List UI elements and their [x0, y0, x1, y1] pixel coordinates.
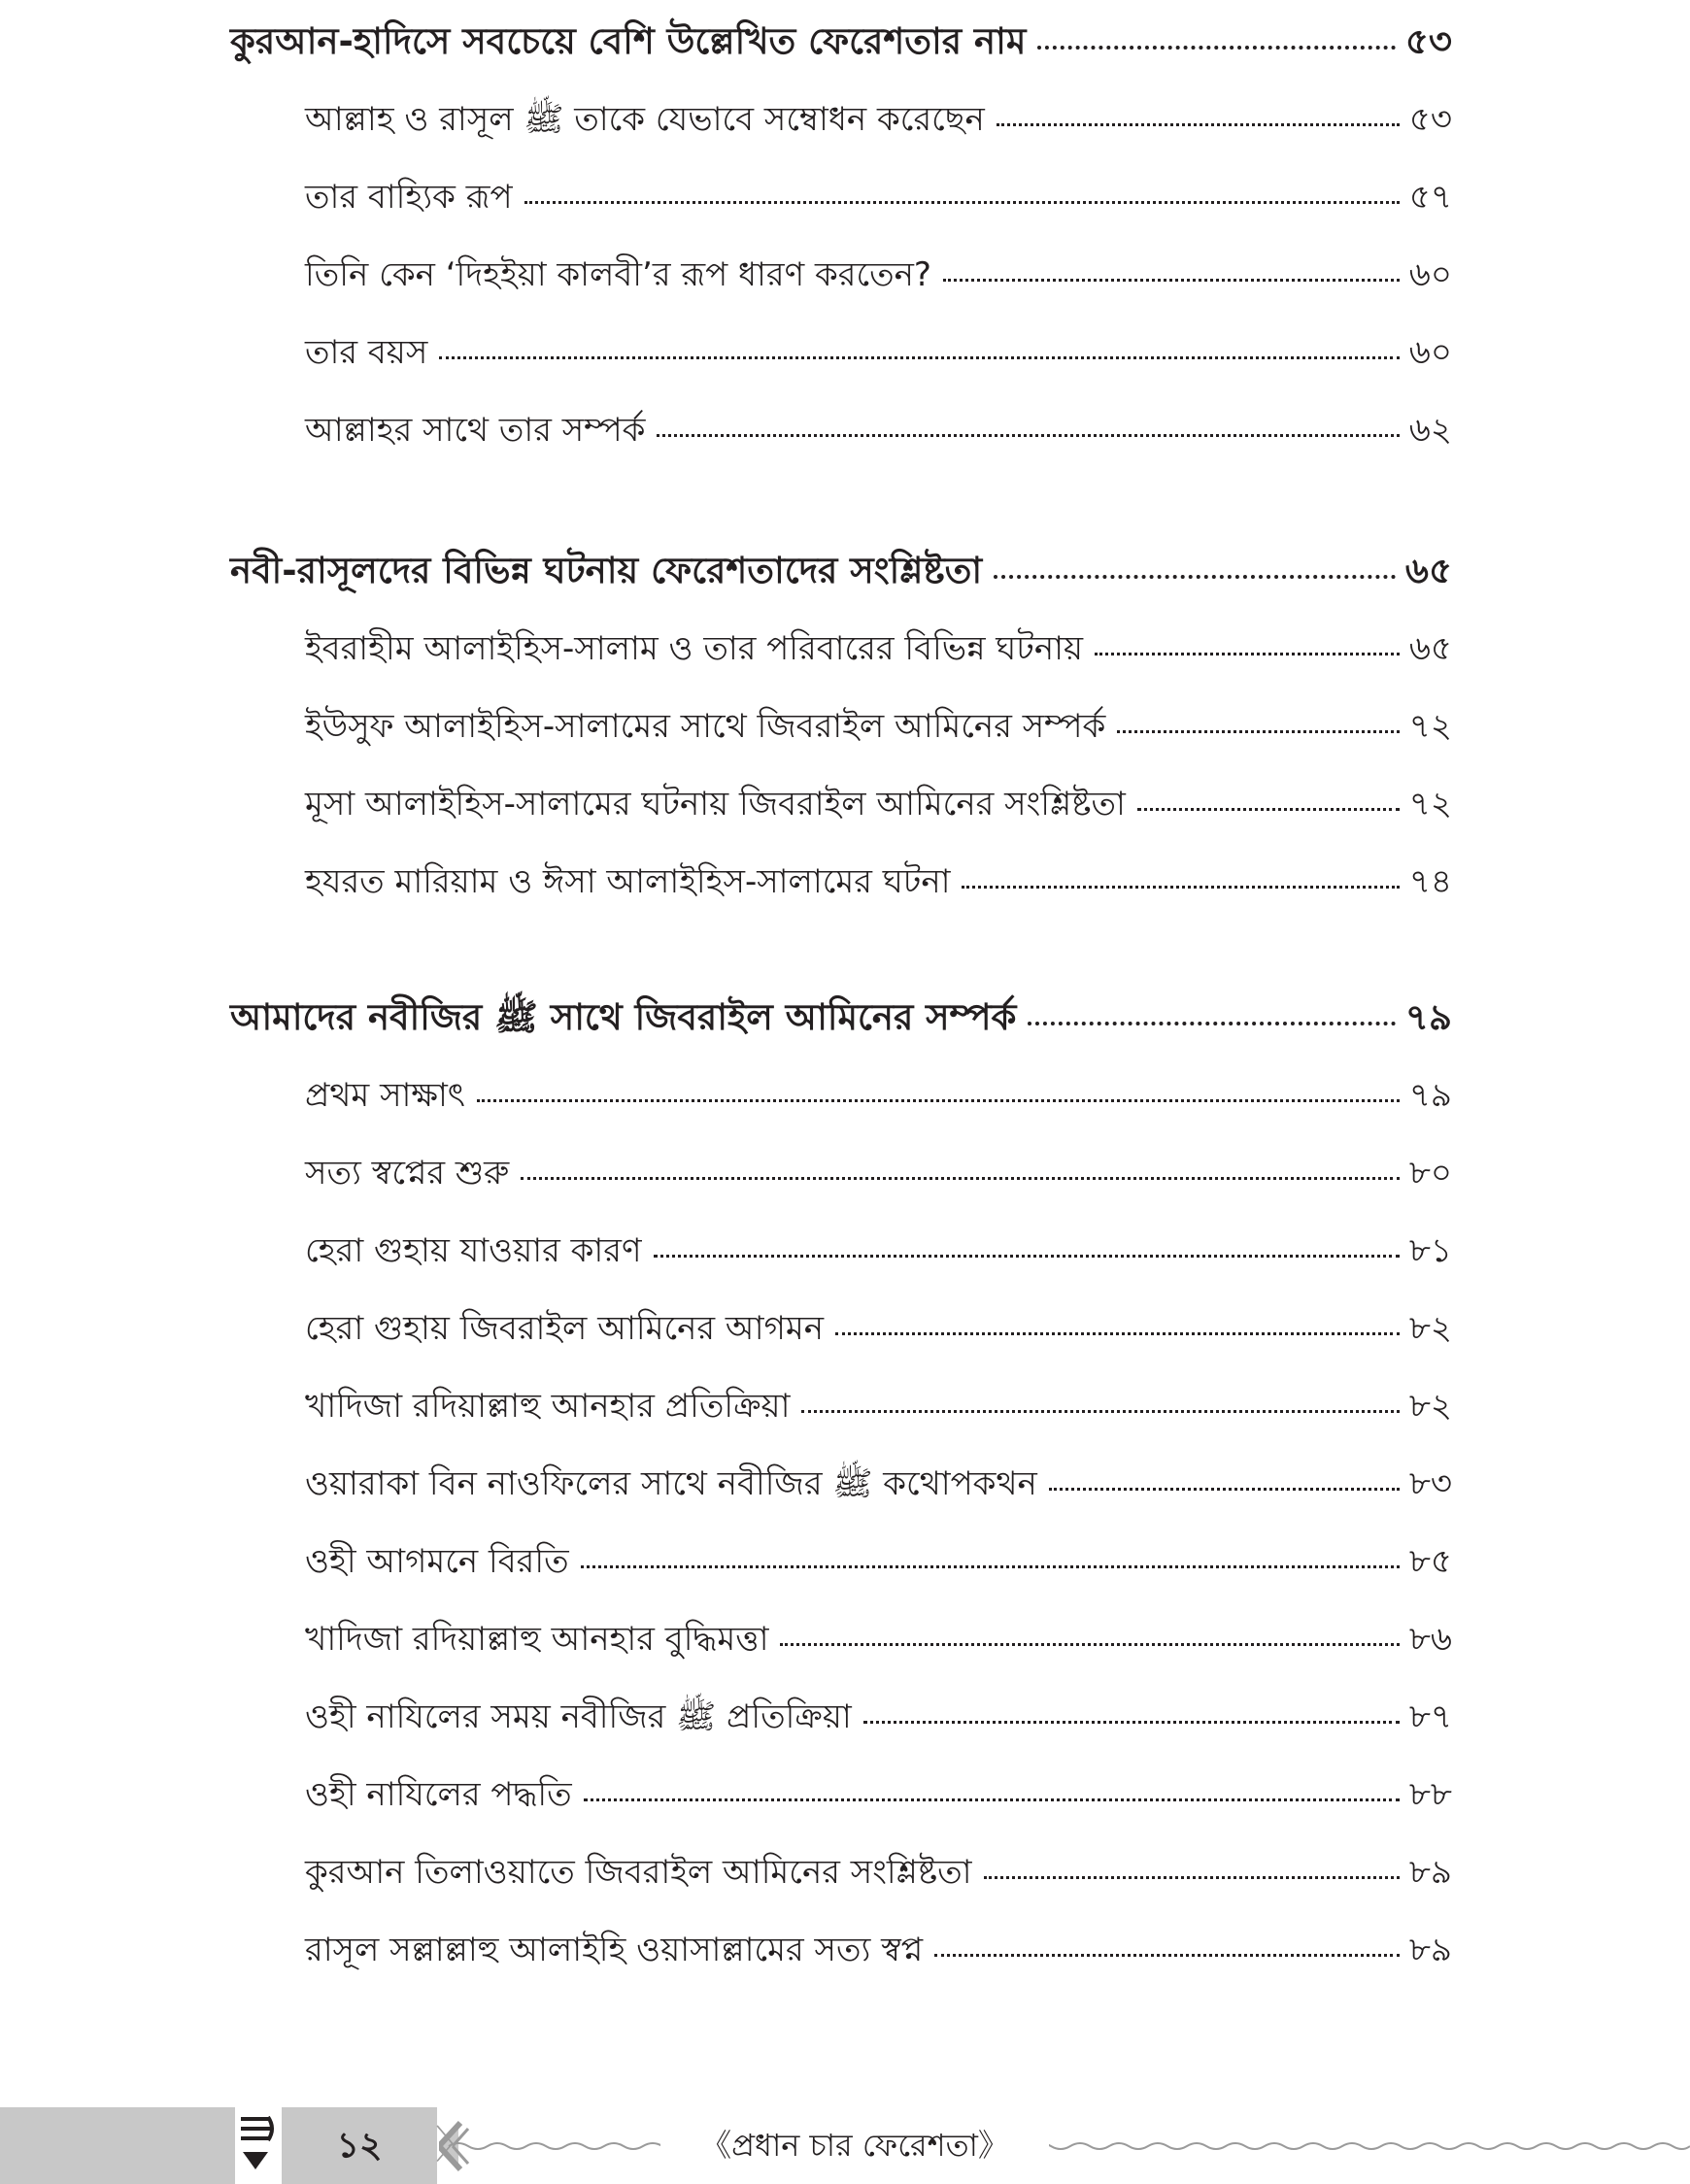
toc-entry-page: ৭২ — [1408, 707, 1452, 746]
toc-entry-page: ৮৩ — [1408, 1464, 1452, 1503]
toc-entry[interactable] — [230, 1290, 1452, 1367]
toc-heading[interactable] — [230, 979, 1452, 1057]
footer-ornament — [439, 2117, 1690, 2175]
toc-entry[interactable] — [230, 1833, 1452, 1911]
dot-leader — [584, 1772, 1400, 1805]
toc-entry[interactable] — [230, 314, 1452, 391]
toc-entry[interactable] — [230, 236, 1452, 314]
toc-entry[interactable] — [230, 1756, 1452, 1833]
toc-entry-page: ৭৯ — [1408, 1076, 1452, 1115]
toc-entry[interactable] — [230, 391, 1452, 469]
dot-leader — [934, 1928, 1400, 1961]
toc-entry-label: তার বয়স — [305, 333, 428, 372]
toc-entry-page: ৮৯ — [1408, 1931, 1452, 1969]
toc-heading-label: নবী-রাসূলদের বিভিন্ন ঘটনায় ফেরেশতাদের সংশ্লিষ্টতা — [230, 550, 983, 591]
toc-entry-page: ৮৬ — [1408, 1620, 1452, 1659]
toc-entry-label: ওহী নাযিলের পদ্ধতি — [305, 1775, 572, 1814]
toc-entry-page: ৮৯ — [1408, 1853, 1452, 1892]
toc-entry-page: ৬০ — [1408, 333, 1452, 372]
toc-section-1 — [230, 3, 1452, 469]
toc-entry-page: ৮৮ — [1408, 1775, 1452, 1814]
toc-entry-label: তার বাহ্যিক রূপ — [305, 178, 513, 217]
dot-leader — [1028, 993, 1396, 1029]
toc-heading-label: আমাদের নবীজির ﷺ সাথে জিবরাইল আমিনের সম্পর্ক — [230, 996, 1017, 1038]
dot-leader — [801, 1384, 1399, 1417]
toc-entry-label: কুরআন তিলাওয়াতে জিবরাইল আমিনের সংশ্লিষ্টতা — [305, 1853, 972, 1892]
page-chevron: 〉 — [435, 2123, 474, 2167]
toc-entry[interactable] — [230, 1600, 1452, 1678]
toc-section-3 — [230, 979, 1452, 1989]
dot-leader — [835, 1306, 1400, 1339]
toc-entry[interactable] — [230, 1212, 1452, 1290]
toc-heading-page: ৫৩ — [1404, 20, 1452, 62]
toc-entry-label: মূসা আলাইহিস-সালামের ঘটনায় জিবরাইল আমিনের সংশ্লিষ্টতা — [305, 785, 1126, 823]
toc-heading[interactable] — [230, 3, 1452, 81]
dot-leader — [439, 330, 1399, 363]
dot-leader — [962, 859, 1399, 892]
toc-entry[interactable] — [230, 765, 1452, 843]
dot-leader — [654, 1228, 1400, 1261]
toc-heading[interactable] — [230, 532, 1452, 610]
title-left-mark: 《 — [700, 2127, 732, 2164]
toc-entry-label: খাদিজা রদিয়াল্লাহু আনহার বুদ্ধিমত্তা — [305, 1620, 769, 1659]
dot-leader — [521, 1151, 1400, 1184]
toc-entry-label: প্রথম সাক্ষাৎ — [305, 1076, 465, 1115]
toc-entry[interactable] — [230, 158, 1452, 236]
toc-entry-page: ৮৭ — [1408, 1697, 1452, 1736]
toc-entry-page: ৮০ — [1408, 1154, 1452, 1193]
toc-entry-label: হেরা গুহায় জিবরাইল আমিনের আগমন — [305, 1309, 825, 1348]
dot-leader — [581, 1539, 1400, 1572]
toc-entry-label: ইউসুফ আলাইহিস-সালামের সাথে জিবরাইল আমিনের সম্পর্ক — [305, 707, 1106, 746]
toc-entry[interactable] — [230, 81, 1452, 158]
toc-entry[interactable] — [230, 1057, 1452, 1134]
toc-entry-page: ৫৭ — [1408, 178, 1452, 217]
toc-entry-label: আল্লাহর সাথে তার সম্পর্ক — [305, 411, 646, 450]
toc-entry-page: ৬৫ — [1408, 629, 1452, 668]
page-number: ১২ — [336, 2126, 383, 2166]
dot-leader — [1137, 782, 1400, 815]
toc-entry-label: তিনি কেন ‘দিহইয়া কালবী’র রূপ ধারণ করতেন? — [305, 255, 931, 294]
toc-entry-page: ৮৫ — [1408, 1542, 1452, 1581]
toc-entry-label: হেরা গুহায় যাওয়ার কারণ — [305, 1231, 642, 1270]
footer-band — [0, 2107, 235, 2184]
dot-leader — [1049, 1462, 1400, 1495]
toc-entry[interactable] — [230, 1523, 1452, 1600]
toc-entry[interactable] — [230, 1367, 1452, 1445]
book-title — [660, 2107, 1049, 2184]
toc-entry-page: ৮২ — [1408, 1387, 1452, 1426]
book-title-text: প্রধান চার ফেরেশতা — [731, 2127, 978, 2164]
dot-leader — [780, 1617, 1399, 1650]
dot-leader — [863, 1695, 1400, 1728]
toc-heading-label: কুরআন-হাদিসে সবচেয়ে বেশি উল্লেখিত ফেরেশতার নাম — [230, 20, 1027, 62]
toc-heading-page: ৬৫ — [1404, 550, 1452, 591]
toc-entry-page: ৮১ — [1408, 1231, 1452, 1270]
toc-entry[interactable] — [230, 1134, 1452, 1212]
dot-leader — [997, 97, 1400, 130]
toc-entry[interactable] — [230, 610, 1452, 688]
dot-leader — [657, 408, 1399, 441]
toc-entry-page: ৬২ — [1408, 411, 1452, 450]
toc-entry-page: ৭৪ — [1408, 862, 1452, 901]
toc-entry-label: হযরত মারিয়াম ও ঈসা আলাইহিস-সালামের ঘটনা — [305, 862, 951, 901]
toc-entry-label: ওহী আগমনে বিরতি — [305, 1542, 569, 1581]
toc-entry[interactable] — [230, 843, 1452, 921]
toc-entry[interactable] — [230, 1678, 1452, 1756]
dot-leader — [984, 1850, 1400, 1883]
page-footer — [0, 2107, 1690, 2184]
dot-leader — [1095, 626, 1400, 659]
toc-entry[interactable] — [230, 1911, 1452, 1989]
toc-entry-label: রাসূল সল্লাল্লাহু আলাইহি ওয়াসাল্লামের সত্য স্বপ্ন — [305, 1931, 924, 1969]
toc-entry-page: ৭২ — [1408, 785, 1452, 823]
toc-entry-label: ইবরাহীম আলাইহিস-সালাম ও তার পরিবারের বিভিন্ন ঘটনায় — [305, 629, 1084, 668]
toc-entry-page: ৮২ — [1408, 1309, 1452, 1348]
toc-entry-label: খাদিজা রদিয়াল্লাহু আনহার প্রতিক্রিয়া — [305, 1387, 791, 1426]
dot-leader — [943, 252, 1400, 286]
toc-entry-label: ওহী নাযিলের সময় নবীজির ﷺ প্রতিক্রিয়া — [305, 1697, 852, 1736]
dot-leader — [524, 175, 1400, 208]
toc-entry-label: আল্লাহ ও রাসূল ﷺ তাকে যেভাবে সম্বোধন করেছেন — [305, 100, 985, 139]
toc-entry[interactable] — [230, 1445, 1452, 1523]
dot-leader — [1117, 704, 1399, 737]
toc-entry-page: ৬০ — [1408, 255, 1452, 294]
title-right-mark: 》 — [977, 2127, 1009, 2164]
toc-entry-page: ৫৩ — [1408, 100, 1452, 139]
toc-entry-label: সত্য স্বপ্নের শুরু — [305, 1154, 510, 1193]
toc-heading-page: ৭৯ — [1404, 996, 1452, 1038]
dot-leader — [1037, 17, 1396, 53]
toc-entry[interactable] — [230, 688, 1452, 765]
menu-down-arrow-icon — [239, 2113, 276, 2177]
dot-leader — [994, 547, 1396, 583]
toc-section-2 — [230, 532, 1452, 921]
toc-entry-label: ওয়ারাকা বিন নাওফিলের সাথে নবীজির ﷺ কথোপকথন — [305, 1464, 1037, 1503]
dot-leader — [477, 1073, 1400, 1106]
